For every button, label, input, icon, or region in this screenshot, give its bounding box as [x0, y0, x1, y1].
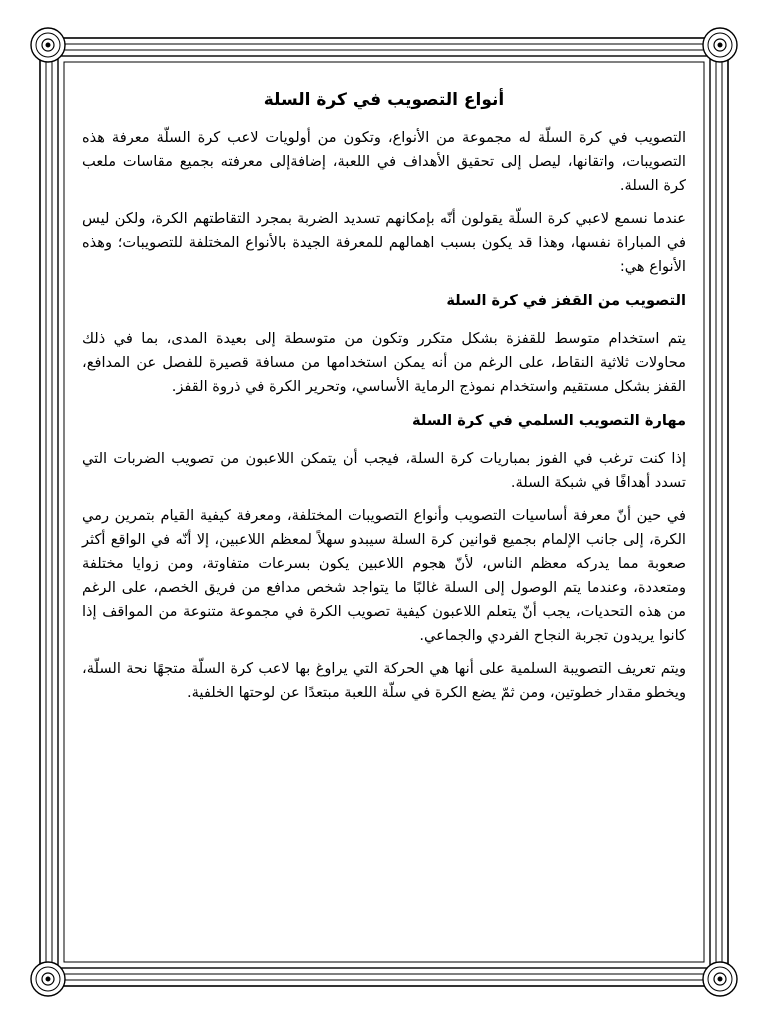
heading-jump-shot: التصويب من القفز في كرة السلة: [446, 292, 686, 309]
corner-ornament-bottom-left: [31, 962, 65, 996]
paragraph-layup-challenges: في حين أنّ معرفة أساسيات التصويب وأنواع التصويبات المختلفة، ومعرفة كيفية القيام بتمرين رمي الكرة، إلى جانب الإلمام بجميع قوانين كرة السلة سيبدو سهلاً لمعظم اللاعبين، إلا أنّه في الواقع أكثر صعوبة مما يدركه معظم الناس، لأنّ هجوم اللاعبين يكون بسرعات متفاوتة، ومن زوايا مختلفة ومتعددة، وعندما يتم الوصول إلى السلة غالبًا ما يتواجد شخص مدافع من فريق الخصم، على الرغم من هذه التحديات، يجب أنّ يتعلم اللاعبون كيفية تصويب الكرة في مجموعة متنوعة من المواقف إذا كانوا يريدون تجربة النجاح الفردي والجماعي.: [82, 507, 686, 644]
heading-layup: مهارة التصويب السلمي في كرة السلة: [412, 412, 686, 429]
paragraph-shooting-types: عندما نسمع لاعبي كرة السلّة يقولون أنّه بإمكانهم تسديد الضربة بمجرد التقاطتهم الكرة، ولكن ليس في المباراة نفسها، وهذا قد يكون بسبب اهمالهم للمعرفة الجيدة بالأنواع المختلفة للتصويبات؛ وهذه الأنواع هي:: [82, 210, 686, 275]
paragraph-layup-win: إذا كنت ترغب في الفوز بمباريات كرة السلة، فيجب أن يتمكن اللاعبون من تصويب الضربات التي تسدد أهدافًا في شبكة السلة.: [82, 450, 686, 491]
corner-ornament-bottom-right: [703, 962, 737, 996]
corner-ornament-top-left: [31, 28, 65, 62]
paragraph-intro: التصويب في كرة السلّة له مجموعة من الأنواع، وتكون من أولويات لاعب كرة السلّة معرفة هذه التصويبات، واتقانها، ليصل إلى تحقيق الأهداف في اللعبة، إضافةإلى معرفته بجميع مقاسات ملعب كرة السلة.: [82, 129, 686, 194]
paragraph-layup-definition: ويتم تعريف التصويبة السلمية على أنها هي الحركة التي يراوغ بها لاعب كرة السلّة متجهًا نحة السلّة، ويخطو مقدار خطوتين، ومن ثمّ يضع الكرة في سلّة اللعبة مبتعدًا عن لوحتها الخلفية.: [82, 660, 686, 701]
paragraph-jump-shot: يتم استخدام متوسط للقفزة بشكل متكرر وتكون من متوسطة إلى بعيدة المدى، بما في ذلك محاولات ثلاثية النقاط، على الرغم من أنه يمكن استخدامها من مسافة قصيرة للفصل عن المدافع، القفز بشكل مستقيم واستخدام نموذج الرماية الأساسي، وتحرير الكرة في ذروة القفز.: [82, 330, 686, 395]
document-title: أنواع التصويب في كرة السلة: [263, 90, 505, 110]
document-body: [82, 80, 686, 920]
corner-ornament-top-right: [703, 28, 737, 62]
